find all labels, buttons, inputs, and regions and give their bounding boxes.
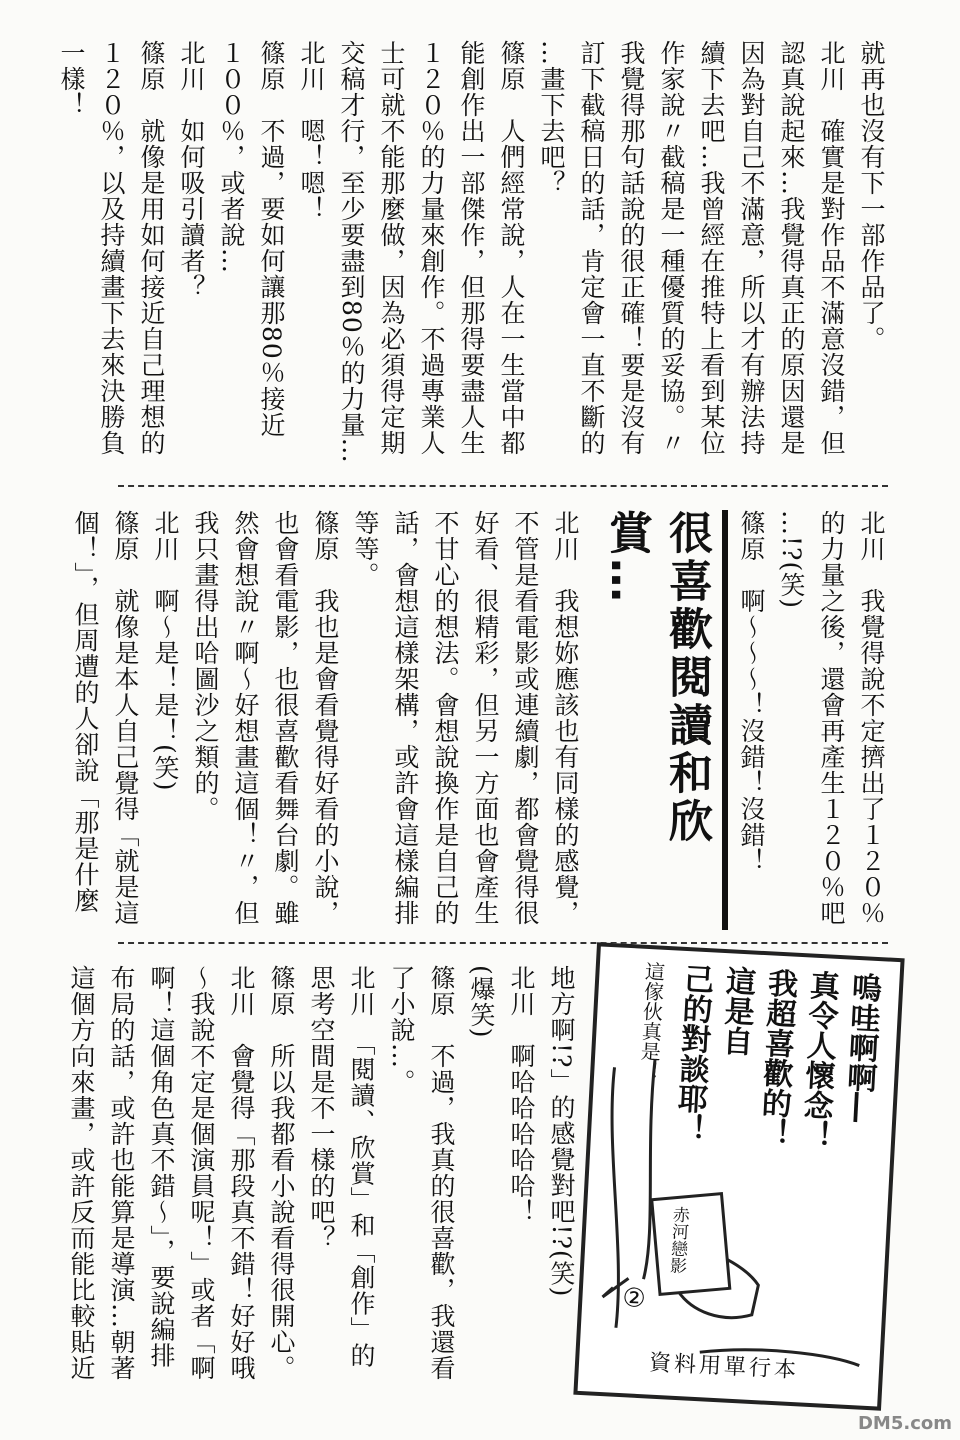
speech-aside: 這傢伙真是！ [635,960,667,1082]
text-column: 不管是看電影或連續劇，都會覺得很 [511,510,540,926]
text-column: 這個方向來畫，或許反而能比較貼近 [67,965,96,1381]
text-column: 北川 啊哈哈哈哈哈！ [507,965,536,1225]
speech-line: 真令人懷念！ [795,969,840,1151]
text-column: 能創作出一部傑作，但那得要盡人生 [457,40,486,456]
text-band-middle [71,510,888,930]
text-column: 就再也沒有下一部作品了。 [857,40,886,352]
text-column: 北川 我覺得說不定擠出了１２０％ [857,510,886,926]
text-column: 篠原 所以我都看小說看得很開心。 [267,965,296,1381]
text-column: 士可就不能那麼做，因為必須得定期 [377,40,406,456]
text-column: 個！」，但周遭的人卻說「那是什麼 [71,510,100,914]
watermark-logo: DM5.com [857,1413,952,1434]
text-column: 不甘心的想法。會想說換作是自己的 [431,510,460,926]
text-column: (爆笑) [467,965,496,1039]
text-column: １００％，或者說… [217,40,246,274]
text-column: 我覺得那句話說的很正確！要是沒有 [617,40,646,456]
text-band-top [57,40,888,475]
text-column: 了小說…。 [387,965,416,1095]
text-column: 北川 嗯！嗯！ [297,40,326,222]
book-title: 赤河戀影 [665,1205,690,1275]
speech-line: 己的對談耶！ [669,962,715,1145]
text-column: ～我說不定是個演員呢！」或者「啊 [187,965,216,1381]
text-column: 北川 如何吸引讀者？ [177,40,206,300]
text-column: 思考空間是不一樣的吧？ [307,965,336,1251]
speech-line: 我超喜歡的！ [753,966,798,1149]
text-column: 也會看電影，也很喜歡看舞台劇。雖 [271,510,300,926]
text-column: 北川 「閱讀、欣賞」和「創作」的 [347,965,376,1369]
text-column: 訂下截稿日的話，肯定會一直不斷的 [577,40,606,456]
text-column: 篠原 我也是會看覺得好看的小說， [311,510,340,926]
text-column: 北川 會覺得「那段真不錯！好好哦 [227,965,256,1381]
section-heading: 很喜歡閱讀和欣賞… [588,510,728,930]
text-column: 北川 確實是對作品不滿意沒錯，但 [817,40,846,456]
sketch-label: 資料用單行本 [648,1350,800,1384]
text-column: 續下去吧…我曾經在推特上看到某位 [697,40,726,456]
text-column: 啊！這個角色真不錯～」，要說編排 [147,965,176,1369]
text-column: 認真說起來…我覺得真正的原因還是 [777,40,806,456]
speech-line: 嗚哇啊啊― [839,971,882,1123]
text-column: 交稿才行，至少要盡到80％的力量… [337,40,366,464]
sketch-drawing [578,946,901,1406]
text-column: 北川 啊～是！是！(笑) [151,510,180,792]
text-column: 布局的話，或許也能算是導演…朝著 [107,965,136,1381]
text-column: 篠原 啊～～～！沒錯！沒錯！ [737,510,766,874]
text-column: 一樣！ [57,40,86,118]
divider-top [118,485,888,487]
text-band-bottom [67,965,578,1405]
text-column: 話，會想這樣架構，或許會這樣編排 [391,510,420,926]
text-column: 我只畫得出哈圖沙之類的。 [191,510,220,822]
text-column: 篠原 不過，要如何讓那80％接近 [257,40,286,438]
text-column: …畫下去吧？ [537,40,566,196]
text-column: 然會想說〃啊～好想畫這個！〃，但 [231,510,260,926]
sketch-panel [573,942,904,1410]
text-column: 篠原 人們經常說，人在一生當中都 [497,40,526,456]
text-column: 等等。 [351,510,380,588]
text-column: …!?(笑) [777,510,806,609]
text-column: 的力量之後，還會再產生１２０％吧 [817,510,846,926]
text-column: 好看、很精彩，但另一方面也會產生 [471,510,500,926]
text-column: １２０％的力量來創作。不過專業人 [417,40,446,456]
speech-line: 這是自 [716,964,757,1057]
text-column: 作家說〃截稿是一種優質的妥協。〃 [657,40,686,456]
text-column: 篠原 不過，我真的很喜歡，我還看 [427,965,456,1381]
text-column: 篠原 就像是本人自己覺得「就是這 [111,510,140,926]
text-column: 篠原 就像是用如何接近自己理想的 [137,40,166,456]
volume-number: ② [621,1283,647,1315]
divider-bottom [118,942,888,944]
text-column: 北川 我想妳應該也有同樣的感覺， [551,510,580,926]
text-column: 地方啊!?」的感覺對吧!?(笑) [547,965,576,1298]
text-column: １２０％，以及持續畫下去來決勝負 [97,40,126,456]
text-column: 因為對自己不滿意，所以才有辦法持 [737,40,766,456]
